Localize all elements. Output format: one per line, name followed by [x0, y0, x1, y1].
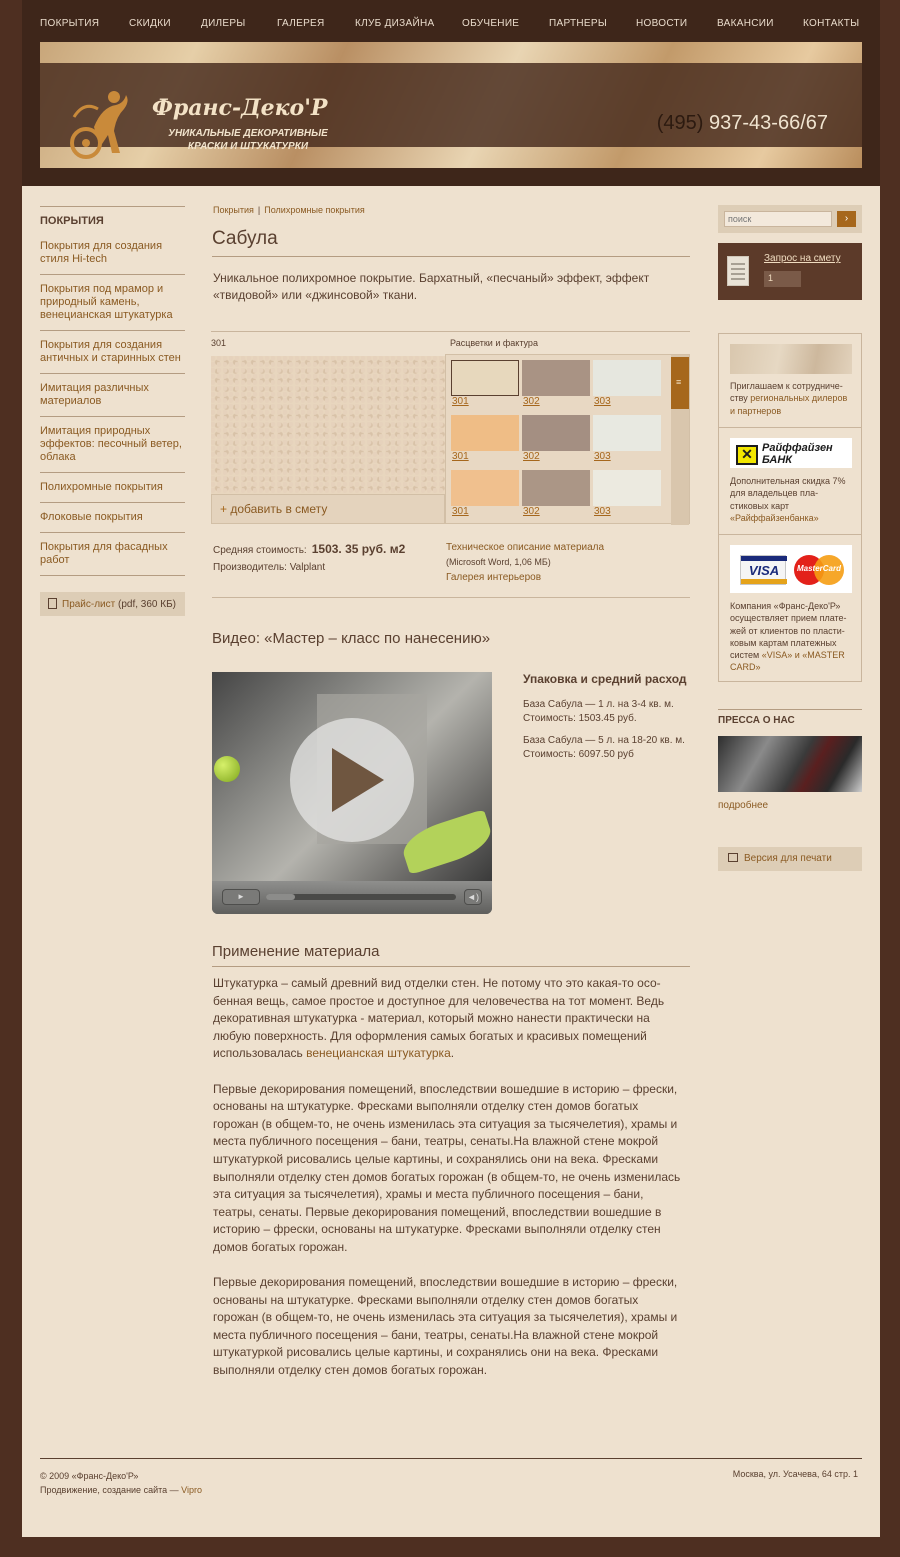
video-player[interactable]: [212, 672, 492, 914]
nav-item-gallery[interactable]: ГАЛЕРЕЯ: [277, 18, 325, 29]
printer-icon: [728, 853, 738, 862]
site-credit: [40, 1483, 202, 1497]
swatch-tile[interactable]: [522, 360, 590, 396]
bank-link[interactable]: «Райффайзенбанка»: [730, 512, 819, 523]
nav-item-partners[interactable]: ПАРТНЕРЫ: [549, 18, 608, 29]
press-more-link[interactable]: подробнее: [718, 800, 769, 811]
grip-icon: ≡: [676, 377, 682, 387]
sidebar-item-imitation[interactable]: Имитация различных материалов: [40, 374, 185, 417]
scrollbar-thumb[interactable]: [671, 357, 689, 409]
palette-label: Расцветки и фактура: [450, 338, 538, 348]
swatch-code[interactable]: 303: [594, 451, 611, 462]
packaging-price: Стоимость: 1503.45 руб.: [523, 713, 637, 724]
dealers-promo: [719, 380, 861, 417]
footer-address: Москва, ул. Усачева, 64 стр. 1: [732, 1469, 858, 1479]
price-list-meta: (pdf, 360 КБ): [118, 599, 176, 610]
avg-cost-value: 1503. 35 руб. м2: [311, 542, 406, 556]
cards-link[interactable]: «VISA» и «MASTER CARD»: [730, 650, 845, 673]
raiffeisen-icon: ✕: [736, 445, 758, 465]
product-intro: Уникальное полихромное покрытие. Бархатный, «песчаный» эффект, эффект «твидовой» или «джинсовой» ткани.: [213, 271, 650, 302]
promo-box: [718, 333, 862, 682]
sidebar-item-facade[interactable]: Покрытия для фасадных работ: [40, 533, 185, 576]
article-paragraph: Первые декорирования помещений, впоследствии вошедшие в историю – фрески, основаны на штукатурке. Фресками выполняли отделку стен домов богатых горожан (в общем-то, не очень изменилась эта ситуация за тысячелетия), храмы и места публичного посещения – бани, театры, сенаты.На влажной стене мокрой штукатуркой рисовались целые картины, и сохранялись они на века. Фресками выполняли отделку стен домов богатых горожан (в общем-то, не очень изменилась эта ситуация за тысячелетия), храмы и места публичного посещения – бани, театры, сенаты. Первые декорирования помещений, впоследствии вошедшие в историю – фрески, основаны на штукатурке. Фресками выполняли отделку стен домов богатых горожан.: [213, 1081, 681, 1254]
nav-item-discounts[interactable]: СКИДКИ: [129, 18, 171, 29]
cost-block: [213, 541, 405, 576]
copyright: © 2009 «Франс-Деко'Р»: [40, 1471, 139, 1481]
sidebar-item-flock[interactable]: Флоковые покрытия: [40, 503, 185, 533]
top-nav: [22, 0, 880, 42]
video-title: Видео: «Мастер – класс по нанесению»: [212, 630, 491, 647]
article-body: [213, 975, 683, 1397]
payment-cards-logos: [730, 545, 852, 593]
swatch-code[interactable]: 302: [523, 396, 540, 407]
bank-promo: [719, 475, 861, 524]
header-band: [40, 63, 862, 152]
dealers-link[interactable]: региональных дилеров и партнеров: [730, 393, 848, 416]
footer-divider: [40, 1458, 862, 1459]
map-image[interactable]: [730, 344, 852, 374]
raiffeisen-logo[interactable]: [730, 438, 852, 468]
swatch-code[interactable]: 301: [452, 451, 469, 462]
swatch-tile[interactable]: [593, 415, 661, 451]
estimate-document-icon: [727, 256, 749, 286]
print-version-link[interactable]: Версия для печати: [744, 853, 832, 864]
dealers-text: Приглашаем к сотрудничеству: [730, 381, 843, 404]
search-button[interactable]: ›: [837, 211, 856, 227]
logo-tagline: УНИКАЛЬНЫЕ ДЕКОРАТИВНЫЕ КРАСКИ И ШТУКАТУРКИ: [168, 128, 328, 152]
nav-item-news[interactable]: НОВОСТИ: [636, 18, 688, 29]
swatch-tile[interactable]: [593, 360, 661, 396]
nav-item-coatings[interactable]: ПОКРЫТИЯ: [40, 18, 100, 29]
swatch-tile[interactable]: [522, 415, 590, 451]
packaging-price: Стоимость: 6097.50 руб: [523, 749, 634, 760]
divider: [212, 597, 690, 598]
sidebar-item-marble[interactable]: Покрытия под мрамор и природный камень, венецианская штукатурка: [40, 275, 185, 331]
manufacturer: Производитель: Valplant: [213, 562, 326, 573]
breadcrumb: [213, 205, 365, 215]
nav-item-training[interactable]: ОБУЧЕНИЕ: [462, 18, 520, 29]
swatch-tile[interactable]: [451, 470, 519, 506]
video-controls: [212, 881, 492, 914]
swatch-code[interactable]: 301: [452, 396, 469, 407]
swatch-tile[interactable]: [522, 470, 590, 506]
phone-number: [657, 112, 828, 135]
estimate-quantity[interactable]: 1: [764, 271, 801, 287]
cards-promo: [719, 600, 861, 674]
logo-chariot-icon[interactable]: [64, 87, 134, 163]
swatch-grid: [445, 354, 690, 524]
article-text: Штукатурка – самый древний вид отделки стен. Не потому что это какая-то особенная вещь, самое простое и доступное для человечества на тот момент. Ведь декоративная штукатурка - материал, который можно нанести практически на любую поверхность. Для оформления самых богатых и красивых помещений использовалась: [213, 976, 665, 1061]
estimate-request-box: [718, 243, 862, 300]
packaging-item: [523, 734, 703, 762]
play-icon[interactable]: [332, 748, 384, 812]
visa-logo[interactable]: VISA: [740, 555, 786, 585]
vipro-link[interactable]: Vipro: [181, 1485, 202, 1495]
packaging-info: [523, 672, 703, 770]
credit-text: Продвижение, создание сайта —: [40, 1485, 182, 1495]
breadcrumb-coatings[interactable]: Покрытия: [213, 205, 254, 215]
page: [22, 0, 880, 1537]
swatch-code[interactable]: 302: [523, 506, 540, 517]
packaging-title: Упаковка и средний расход: [523, 672, 687, 686]
divider: [719, 427, 861, 428]
press-heading: ПРЕССА О НАС: [718, 709, 862, 726]
page-title: Сабула: [212, 228, 690, 257]
add-to-estimate-bar: + добавить в смету: [211, 494, 445, 524]
packaging-volume: База Сабула — 1 л. на 3-4 кв. м.: [523, 699, 674, 710]
swatch-code[interactable]: 301: [452, 506, 469, 517]
play-pause-icon[interactable]: ►: [222, 889, 260, 905]
sidebar-heading: ПОКРЫТИЯ: [40, 206, 185, 227]
packaging-volume: База Сабула — 5 л. на 18-20 кв. м.: [523, 735, 685, 746]
sidebar-nav: [40, 232, 185, 576]
volume-icon[interactable]: ◄): [464, 889, 482, 905]
document-icon: [48, 598, 57, 609]
cards-text: Компания «Франс-Деко'Р» осуществляет прием платежей от клиентов по пластиковым картам платежных систем: [730, 601, 847, 661]
swatch-scrollbar[interactable]: [671, 355, 689, 525]
divider: [719, 534, 861, 535]
video-frame[interactable]: [212, 672, 492, 881]
video-progress-fill: [266, 894, 295, 900]
phone-code: (495): [656, 112, 704, 134]
selected-code-label: 301: [211, 338, 227, 348]
estimate-request-link[interactable]: Запрос на смету: [764, 253, 841, 264]
nav-item-contacts[interactable]: КОНТАКТЫ: [803, 18, 860, 29]
search-input[interactable]: [724, 211, 832, 227]
venetian-plaster-link[interactable]: венецианская штукатурка: [306, 1046, 451, 1061]
mastercard-logo[interactable]: MasterCard: [794, 555, 844, 585]
tech-description-meta: (Microsoft Word, 1,06 МБ): [446, 557, 551, 567]
article-title: Применение материала: [212, 943, 690, 967]
footer-left: [40, 1469, 202, 1497]
swatch-code[interactable]: 303: [594, 396, 611, 407]
article-text: .: [450, 1046, 455, 1061]
search-box: [718, 205, 862, 233]
selected-swatch-preview: [211, 356, 445, 494]
logo-name[interactable]: Франс-Деко'Р: [152, 95, 328, 121]
press-image[interactable]: [718, 736, 862, 792]
sidebar-item-polychrome[interactable]: Полихромные покрытия: [40, 473, 185, 503]
swatch-tile[interactable]: [451, 415, 519, 451]
add-to-estimate-link[interactable]: добавить в смету: [230, 502, 328, 516]
breadcrumb-separator: |: [257, 205, 261, 215]
bank-text: Дополнительная скидка 7% для владельцев пластиковых карт: [730, 476, 846, 511]
print-version-box: [718, 847, 862, 871]
interior-gallery-link[interactable]: Галерея интерьеров: [446, 572, 542, 583]
avg-cost-label: Средняя стоимость:: [213, 545, 307, 556]
nav-item-design-club[interactable]: КЛУБ ДИЗАЙНА: [355, 18, 435, 29]
swatch-code[interactable]: 303: [594, 506, 611, 517]
raiffeisen-wordmark: Райффайзен БАНК: [762, 442, 833, 466]
nav-item-vacancies[interactable]: ВАКАНСИИ: [717, 18, 774, 29]
swatch-tile[interactable]: [451, 360, 519, 396]
price-list-box: [40, 592, 185, 616]
nav-item-dealers[interactable]: ДИЛЕРЫ: [201, 18, 246, 29]
swatch-code[interactable]: 302: [523, 451, 540, 462]
material-links: [446, 541, 604, 585]
sidebar-item-natural-effects[interactable]: Имитация природных эффектов: песочный ветер, облака: [40, 417, 185, 473]
tech-description-link[interactable]: Техническое описание материала: [446, 542, 605, 553]
breadcrumb-polychrome[interactable]: Полихромные покрытия: [264, 205, 365, 215]
sidebar-item-hitech[interactable]: Покрытия для создания стиля Hi-tech: [40, 232, 185, 275]
apple-shape: [214, 756, 240, 782]
article-paragraph: Первые декорирования помещений, впоследствии вошедшие в историю – фрески, основаны на штукатурке. Фресками выполняли отделку стен домов богатых горожан (в общем-то, не очень изменилась эта ситуация за тысячелетия), храмы и места публичного посещения – бани, театры, сенаты.На влажной стене мокрой штукатуркой рисовались целые картины, и сохранялись они на века. Фресками выполняли отделку стен домов богатых горожан.: [213, 1275, 678, 1378]
packaging-item: [523, 698, 703, 726]
sidebar-item-antique[interactable]: Покрытия для создания античных и старинных стен: [40, 331, 185, 374]
swatch-tile[interactable]: [593, 470, 661, 506]
phone-digits: 937-43-66/67: [709, 112, 828, 134]
article-paragraph: [213, 975, 683, 1063]
swatch-panel: [211, 331, 690, 524]
price-list-link[interactable]: Прайс-лист: [62, 599, 116, 610]
header-banner: [40, 42, 862, 168]
video-progress-track[interactable]: [266, 894, 456, 900]
